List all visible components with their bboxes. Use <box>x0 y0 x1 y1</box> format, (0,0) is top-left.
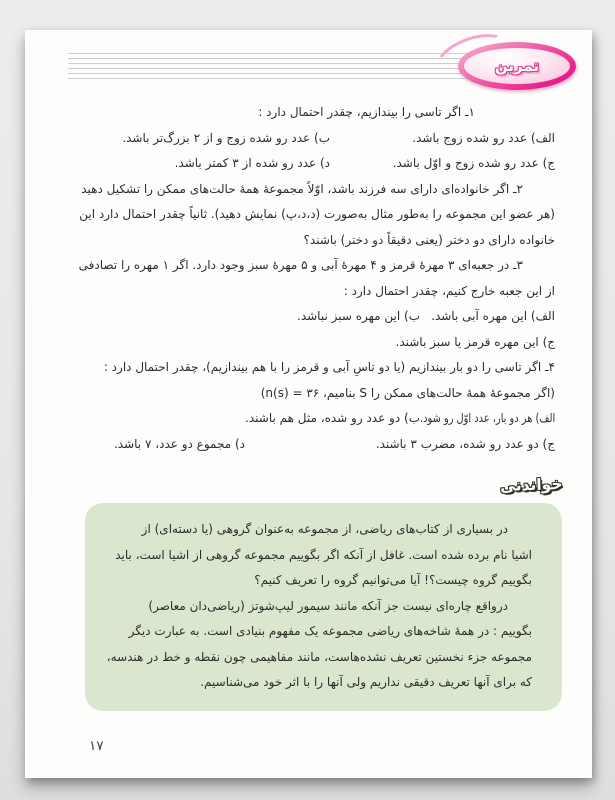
option-text: ب) این مهره سبز نباشد. <box>297 309 420 323</box>
option-text: ج) عدد رو شده زوج و اوّل باشد. <box>392 156 555 170</box>
formula-intro-text: (اگر مجموعهٔ همهٔ حالت‌های ممکن را S بنامیم، <box>319 385 555 400</box>
problem-2-line-2 <box>55 202 555 228</box>
reading-section <box>25 475 592 711</box>
option-text: الف) هر دو بار، عدد اوّل رو شود. <box>420 411 555 425</box>
exercise-badge <box>458 42 576 90</box>
option-cell <box>245 432 555 458</box>
option-text: ج) دو عدد رو شده، مضرب ۳ باشند. <box>375 436 555 451</box>
problem-3-option-c <box>55 330 555 356</box>
problem-3-line-2 <box>55 279 555 305</box>
formula-line-text <box>261 381 555 407</box>
option-text: الف) عدد رو شده زوج باشد. <box>412 130 555 145</box>
reading-line-text: در بسیاری از کتاب‌های ریاضی، از مجموعه به‌عنوان گروهی (یا دسته‌ای) از <box>141 522 508 536</box>
exercises-text-block <box>25 94 592 457</box>
option-text: د) مجموع دو عدد، ۷ باشد. <box>113 436 245 451</box>
reading-line <box>97 543 532 569</box>
option-cell <box>420 304 555 330</box>
option-text: د) عدد رو شده از ۳ کمتر باشد. <box>174 156 330 170</box>
option-cell <box>55 151 330 177</box>
reading-box <box>85 503 562 711</box>
reading-line <box>97 645 532 671</box>
problem-line-text: ۴ـ اگر تاسی را دو بار بیندازیم (یا دو تاسِ آبی و قرمز را با هم بیندازیم)، چقدر احتمال دارد : <box>103 360 555 374</box>
exercise-header <box>25 30 592 94</box>
problem-1-options-row-2 <box>55 151 555 177</box>
reading-line <box>97 670 532 696</box>
problem-3-line-1 <box>55 253 555 279</box>
reading-line-text: درواقع چاره‌ای نیست جز آنکه مانند سیمور لیپ‌شوتز (ریاضی‌دان معاصر) <box>148 598 508 613</box>
reading-line <box>97 517 532 543</box>
option-cell <box>55 406 420 432</box>
problem-line-text: ۲ـ اگر خانواده‌ای دارای سه فرزند باشد، اوّلاً مجموعهٔ همهٔ حالت‌های ممکن را تشکیل دهید <box>81 181 523 196</box>
reading-section-label: خواندنی <box>499 474 563 496</box>
option-cell <box>55 126 330 152</box>
problem-2-line-3 <box>55 228 555 254</box>
problem-4-line-1 <box>55 355 555 381</box>
reading-line-text: بگوییم گروه چیست؟! آیا می‌توانیم گروه را تعریف کنیم؟ <box>254 573 532 587</box>
problem-line-text: ۳ـ در جعبه‌ای ۳ مهرهٔ قرمز و ۴ مهرهٔ آبی و ۵ مهرهٔ سبز وجود دارد. اگر ۱ مهره را تصادفی <box>78 258 523 272</box>
option-cell <box>55 304 420 330</box>
ruled-lines-decoration <box>68 53 488 80</box>
option-cell <box>55 432 245 458</box>
reading-line <box>97 619 532 645</box>
option-text: ب) عدد رو شده زوج و از ۲ بزرگ‌تر باشد. <box>122 130 330 145</box>
reading-line-text: مجموعه جزء نخستین تعریف نشده‌هاست، مانند مفاهیمی چون نقطه و خط در هندسه، <box>106 649 532 664</box>
problem-2-line-1 <box>55 177 555 203</box>
problem-line-text: (هر عضو این مجموعه را به‌طور مثال به‌صورت (د،د،پ) نمایش دهید). ثانیاً چقدر احتمال دارد این <box>79 207 555 221</box>
option-text: ج) این مهره قرمز یا سبز باشند. <box>395 334 555 349</box>
option-text: ب) دو عدد رو شده، مثل هم باشند. <box>245 411 420 425</box>
option-cell <box>330 151 555 177</box>
option-text: الف) این مهره آبی باشد. <box>431 309 555 323</box>
reading-line <box>97 594 532 620</box>
reading-line-text: اشیا نام برده شده است. غافل از آنکه اگر بگوییم مجموعه گروهی از اشیا است، باید <box>115 547 532 562</box>
problem-3-options-row-1 <box>55 304 555 330</box>
problem-1-options-row-1 <box>55 126 555 152</box>
problem-line-text: خانواده دارای دو دختر (یعنی دقیقاً دو دختر) باشند؟ <box>303 232 555 247</box>
option-cell <box>330 126 555 152</box>
reading-line-text: بگوییم : در همهٔ شاخه‌های ریاضی مجموعه یک مفهوم بنیادی است. به عبارت دیگر <box>128 624 532 638</box>
problem-4-formula-line <box>55 381 555 407</box>
reading-line-text: که برای آنها تعریف دقیقی نداریم ولی آنها را با اثر خود می‌شناسیم. <box>200 675 532 689</box>
sample-space-formula: (n(s) = ۳۶ <box>260 385 320 400</box>
problem-line-text: ۱ـ اگر تاسی را بیندازیم، چقدر احتمال دارد : <box>258 105 475 119</box>
problem-4-options-row-2 <box>55 432 555 458</box>
page-number: ۱۷ <box>89 738 104 754</box>
problem-line-text: از این جعبه خارج کنیم، چقدر احتمال دارد : <box>343 283 555 298</box>
book-page <box>25 30 592 778</box>
reading-label-row <box>25 475 592 501</box>
option-cell <box>420 406 555 432</box>
exercise-badge-label: تمرین <box>494 57 540 75</box>
reading-line <box>97 568 532 594</box>
problem-4-options-row-1 <box>55 406 555 432</box>
problem-1-intro <box>55 100 555 126</box>
